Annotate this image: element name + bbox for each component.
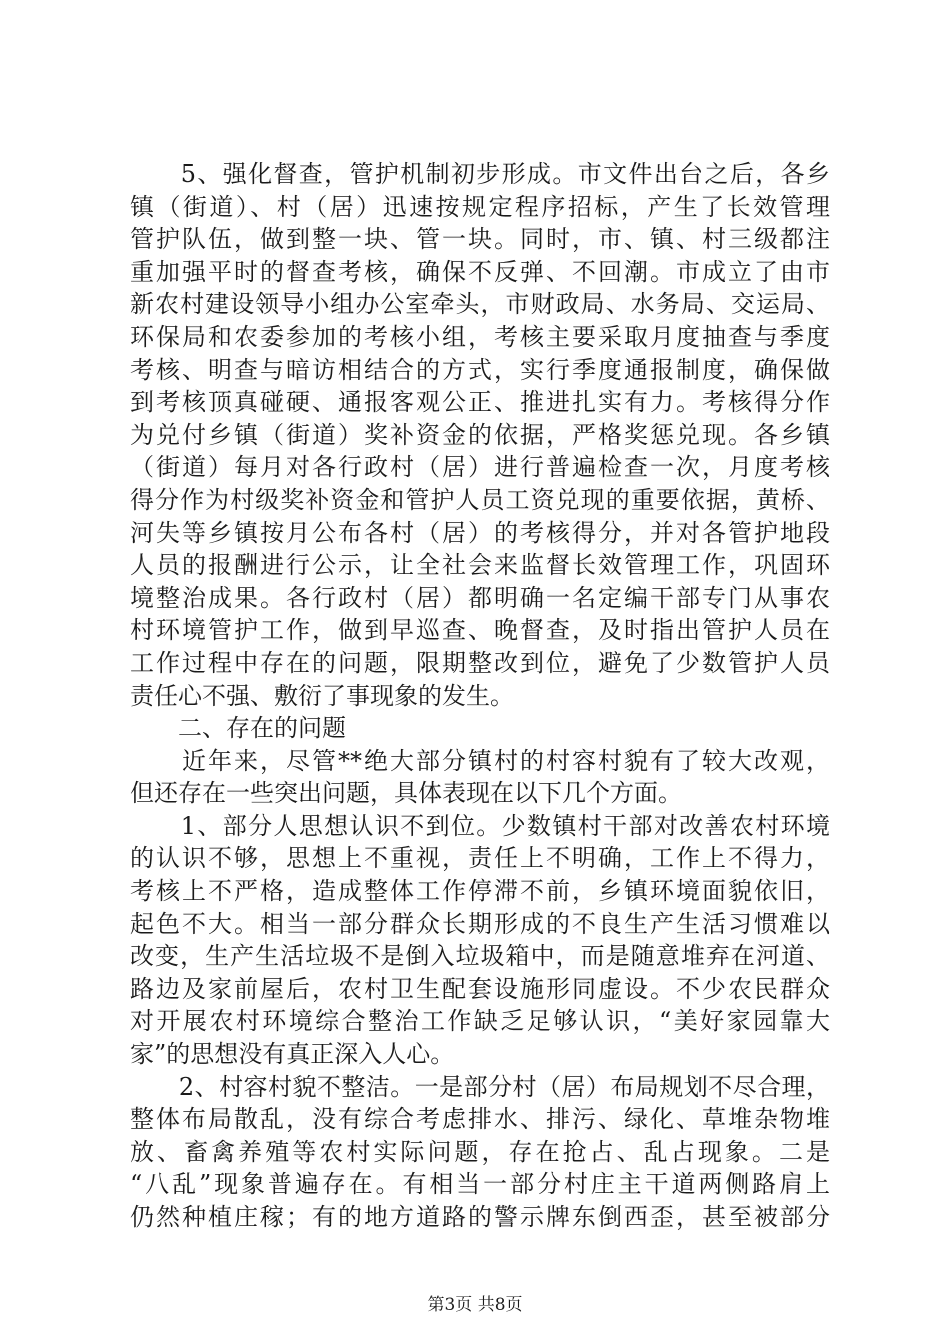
text-line: 1、部分人思想认识不到位。少数镇村干部对改善农村环境: [130, 811, 830, 840]
text-line: 管护队伍，做到整一块、管一块。同时，市、镇、村三级都注: [130, 225, 830, 254]
text-line: 到考核顶真碰硬、通报客观公正、推进扎实有力。考核得分作: [130, 388, 830, 417]
text-line: （街道）每月对各行政村（居）进行普遍检查一次，月度考核: [130, 453, 830, 482]
text-line: 的认识不够，思想上不重视，责任上不明确，工作上不得力，: [130, 844, 830, 873]
text-line: 考核上不严格，造成整体工作停滞不前，乡镇环境面貌依旧，: [130, 877, 830, 906]
text-line: 对开展农村环境综合整治工作缺乏足够认识，“美好家园靠大: [130, 1007, 830, 1036]
text-line: 仍然种植庄稼；有的地方道路的警示牌东倒西歪，甚至被部分: [130, 1203, 830, 1231]
text-line: 镇（街道）、村（居）迅速按规定程序招标，产生了长效管理: [130, 192, 830, 221]
text-line: 2、村容村貌不整洁。一是部分村（居）布局规划不尽合理，: [130, 1072, 830, 1101]
text-line: 环保局和农委参加的考核小组，考核主要采取月度抽查与季度: [130, 322, 830, 351]
text-line: 改变，生产生活垃圾不是倒入垃圾箱中，而是随意堆弃在河道、: [130, 942, 830, 971]
text-line: 境整治成果。各行政村（居）都明确一名定编干部专门从事农: [130, 583, 830, 612]
text-line: 考核、明查与暗访相结合的方式，实行季度通报制度，确保做: [130, 355, 830, 384]
text-line: 5、强化督查，管护机制初步形成。市文件出台之后，各乡: [130, 160, 830, 188]
text-line: 整体布局散乱，没有综合考虑排水、排污、绿化、草堆杂物堆: [130, 1105, 830, 1134]
text-line: 路边及家前屋后，农村卫生配套设施形同虚设。不少农民群众: [130, 974, 830, 1003]
text-line: 人员的报酬进行公示，让全社会来监督长效管理工作，巩固环: [130, 551, 830, 580]
text-line: 起色不大。相当一部分群众长期形成的不良生产生活习惯难以: [130, 909, 830, 938]
section-heading: 二、存在的问题: [130, 714, 346, 743]
document-body: [130, 158, 830, 1234]
text-line: 新农村建设领导小组办公室牵头，市财政局、水务局、交运局、: [130, 290, 830, 319]
text-line: 得分作为村级奖补资金和管护人员工资兑现的重要依据，黄桥、: [130, 485, 830, 514]
page-number-footer: 第3页 共8页: [427, 1295, 523, 1315]
text-line: 为兑付乡镇（街道）奖补资金的依据，严格奖惩兑现。各乡镇: [130, 420, 830, 449]
text-line: 放、畜禽养殖等农村实际问题，存在抢占、乱占现象。二是: [130, 1137, 830, 1166]
text-line: 但还存在一些突出问题，具体表现在以下几个方面。: [130, 779, 682, 808]
text-line: 村环境管护工作，做到早巡查、晚督查，及时指出管护人员在: [130, 616, 830, 645]
text-line: 工作过程中存在的问题，限期整改到位，避免了少数管护人员: [130, 648, 830, 677]
text-line: 责任心不强、敷衍了事现象的发生。: [130, 681, 514, 710]
text-line: 家”的思想没有真正深入人心。: [130, 1040, 455, 1069]
text-line: 近年来，尽管**绝大部分镇村的村容村貌有了较大改观，: [130, 746, 830, 775]
text-line: 河失等乡镇按月公布各村（居）的考核得分，并对各管护地段: [130, 518, 830, 547]
text-line: “八乱”现象普遍存在。有相当一部分村庄主干道两侧路肩上: [130, 1170, 830, 1199]
text-line: 重加强平时的督查考核，确保不反弹、不回潮。市成立了由市: [130, 257, 830, 286]
